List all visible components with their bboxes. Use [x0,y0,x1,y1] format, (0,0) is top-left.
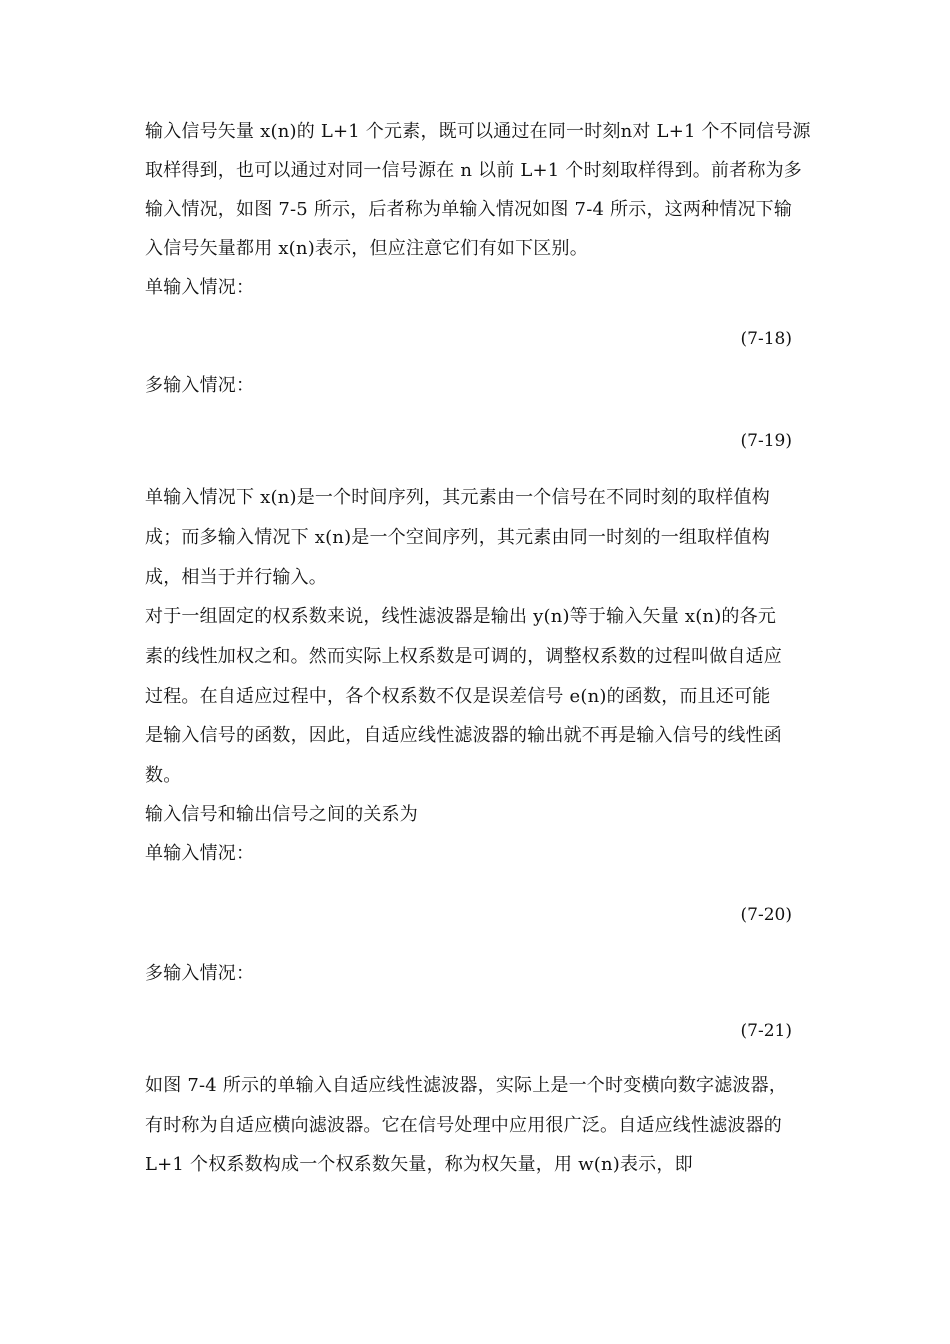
equation-number-7-21: (7-21) [740,1021,792,1041]
multi-input-label-2: 多输入情况： [145,963,255,984]
relation-line: 输入信号和输出信号之间的关系为 [145,804,418,825]
paragraph-3-line-3: 过程。在自适应过程中，各个权系数不仅是误差信号 e(n)的函数，而且还可能 [145,686,771,707]
paragraph-4-line-2: 有时称为自适应横向滤波器。它在信号处理中应用很广泛。自适应线性滤波器的 [145,1115,782,1136]
single-input-label-2: 单输入情况： [145,843,255,864]
single-input-label: 单输入情况： [145,277,255,298]
paragraph-3-line-2: 素的线性加权之和。然而实际上权系数是可调的，调整权系数的过程叫做自适应 [145,646,782,667]
paragraph-3-line-1: 对于一组固定的权系数来说，线性滤波器是输出 y(n)等于输入矢量 x(n)的各元 [145,606,777,627]
paragraph-2-line-2: 成；而多输入情况下 x(n)是一个空间序列，其元素由同一时刻的一组取样值构 [145,527,770,548]
paragraph-3-line-5: 数。 [145,765,182,786]
multi-input-label: 多输入情况： [145,375,255,396]
equation-number-7-20: (7-20) [740,905,792,925]
equation-number-7-19: (7-19) [740,431,792,451]
paragraph-3-line-4: 是输入信号的函数，因此，自适应线性滤波器的输出就不再是输入信号的线性函 [145,725,782,746]
paragraph-4-line-1: 如图 7-4 所示的单输入自适应线性滤波器，实际上是一个时变横向数字滤波器， [145,1075,788,1096]
paragraph-1-line-3: 输入情况，如图 7-5 所示，后者称为单输入情况如图 7-4 所示，这两种情况下输 [145,199,793,220]
paragraph-1-line-2: 取样得到，也可以通过对同一信号源在 n 以前 L+1 个时刻取样得到。前者称为多 [145,160,802,181]
paragraph-2-line-3: 成，相当于并行输入。 [145,567,327,588]
paragraph-1-line-1: 输入信号矢量 x(n)的 L+1 个元素，既可以通过在同一时刻n对 L+1 个不同信号源 [145,121,811,142]
paragraph-4-line-3: L+1 个权系数构成一个权系数矢量，称为权矢量，用 w(n)表示，即 [145,1154,693,1175]
paragraph-2-line-1: 单输入情况下 x(n)是一个时间序列，其元素由一个信号在不同时刻的取样值构 [145,487,770,508]
paragraph-1-line-4: 入信号矢量都用 x(n)表示，但应注意它们有如下区别。 [145,238,588,259]
equation-number-7-18: (7-18) [740,329,792,349]
